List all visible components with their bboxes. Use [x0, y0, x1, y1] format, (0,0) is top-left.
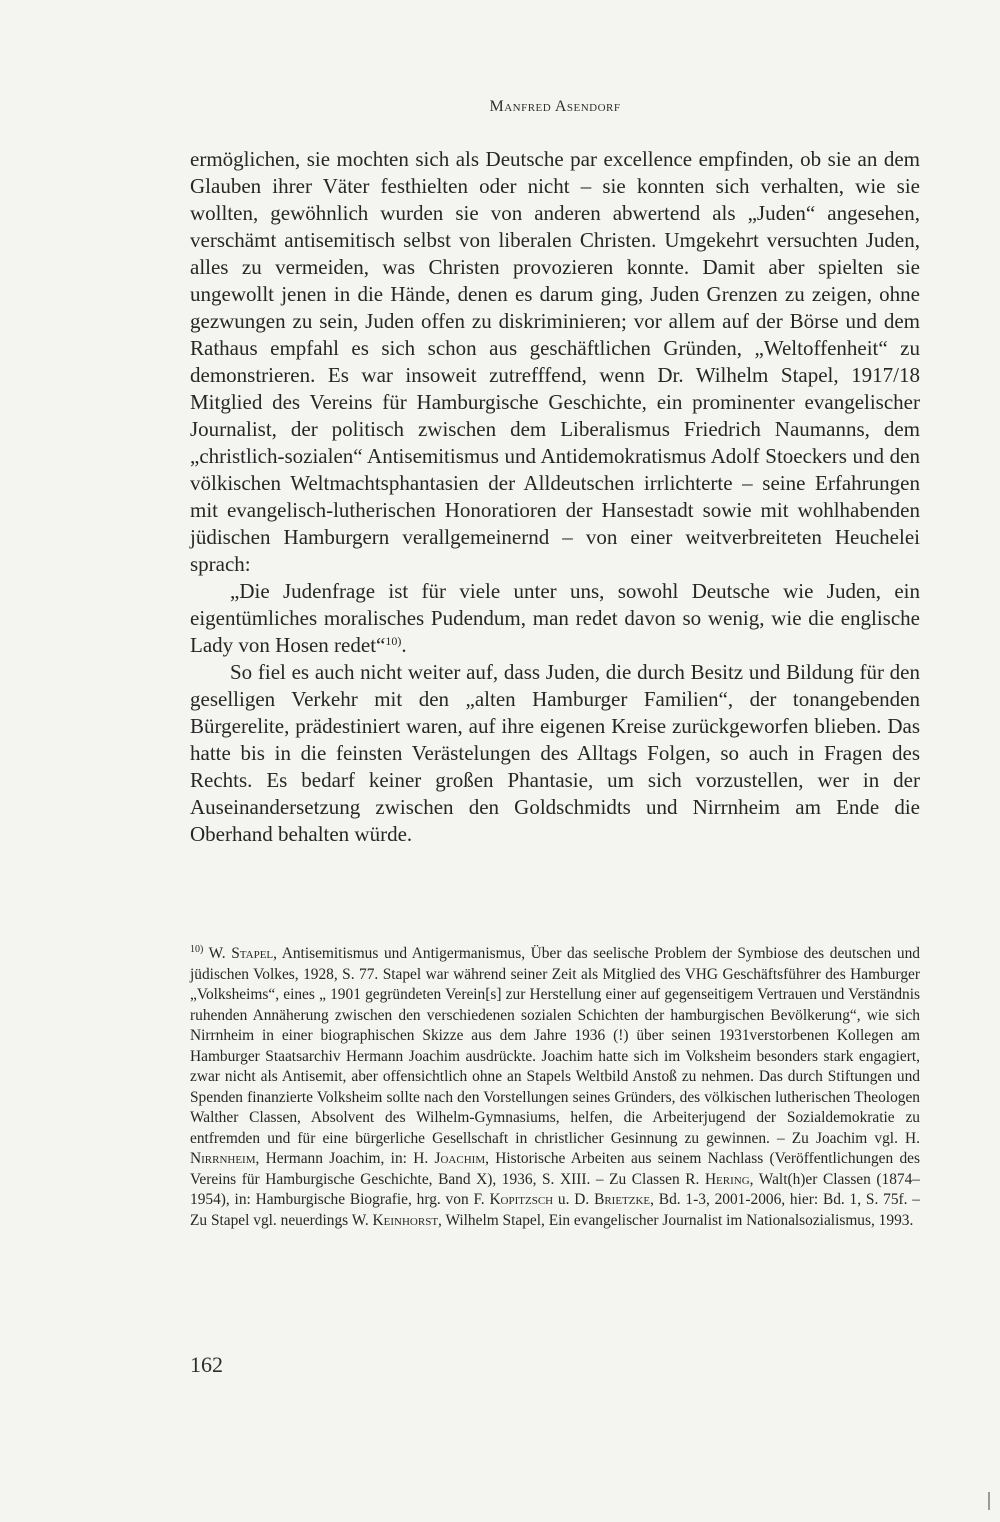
page-number: 162: [190, 1352, 223, 1377]
footnote-text: , Antisemitismus und Antigermanismus, Über das seelische Problem der Symbiose des deutschen und jüdischen Volkes, 1928, S. 77. Stapel war während seiner Zeit als Mitglied des VHG Geschäftsführer des Hamburger „Volksheims“, eines „ 1901 gegründeten Verein[s] zur Herstellung einer auf gegenseitigem Vertrauen und Verständnis ruhenden Annäherung zwischen den verschiedenen sozialen Schichten der hamburgischen Bevölkerung“, wie sich Nirrnheim in einer biographischen Skizze aus dem Jahre 1936 (!) über seinen 1931verstorbenen Kollegen am Hamburger Staatsarchiv Hermann Joachim ausdrückte. Joachim hatte sich im Volksheim besonders stark engagiert, zwar nicht als Antisemit, aber offensichtlich ohne an Stapels Weltbild Anstoß zu nehmen. Das durch Stiftungen und Spenden finanzierte Volksheim sollte nach den Vorstellungen seines Gründers, des völkischen lutherischen Theologen Walther Classen, Absolvent des Wilhelm-Gymnasiums, helfen, die Arbeiterjugend der Sozialdemokratie zu entfremden und für eine bürgerliche Gesellschaft in christlicher Gesinnung zu gewinnen. – Zu Joachim vgl. H.: [190, 945, 920, 1147]
paragraph: So fiel es auch nicht weiter auf, dass Juden, die durch Besitz und Bildung für den geselligen Verkehr mit den „alten Hamburger Familien“, der tonangebenden Bürgerelite, prädestiniert waren, auf ihre eigenen Kreise zurückgeworfen blieben. Das hatte bis in die feinsten Verästelungen des Alltags Folgen, so auch in Fragen des Rechts. Es bedarf keiner großen Phantasie, um sich vorzustellen, wer in der Auseinandersetzung zwischen den Goldschmidts und Nirrnheim am Ende die Oberhand behalten würde.: [190, 660, 920, 846]
author-name: Stapel: [231, 945, 274, 962]
author-name: Hering: [704, 1170, 750, 1188]
footnote-text: , Bd. 1-3, 2001-2006, hier: Bd. 1, S. 75f. – Zu Stapel vgl. neuerdings W.: [190, 1191, 920, 1229]
footnote-reference[interactable]: 10): [385, 634, 402, 648]
footnote-text: , Wilhelm Stapel, Ein evangelischer Journalist im Nationalsozialismus, 1993.: [438, 1211, 914, 1229]
quote-text: „Die Judenfrage ist für viele unter uns, sowohl Deutsche wie Juden, ein eigentümliches moralisches Pudendum, man redet davon so wenig, wie die englische Lady von Hosen redet“: [190, 579, 920, 657]
author-name: Nirrnheim: [190, 1150, 256, 1167]
paragraph-continued: ermöglichen, sie mochten sich als Deutsche par excellence empfinden, ob sie an dem Glauben ihrer Väter festhielten oder nicht – sie konnten sich verhalten, wie sie wollten, gewöhnlich wurden sie von anderen abwertend als „Juden“ angesehen, verschämt antisemitisch selbst von liberalen Christen. Umgekehrt versuchten Juden, alles zu vermeiden, was Christen provozieren konnte. Damit aber spielten sie ungewollt jenen in die Hände, denen es darum ging, Juden Grenzen zu zeigen, ohne gezwungen zu sein, Juden offen zu diskriminieren; vor allem auf der Börse und dem Rathaus empfahl es sich schon aus geschäftlichen Gründen, „Weltoffenheit“ zu demonstrieren. Es war insoweit zutrefffend, wenn Dr. Wilhelm Stapel, 1917/18 Mitglied des Vereins für Hamburgische Geschichte, ein prominenter evangelischer Journalist, der politisch zwischen dem Liberalismus Friedrich Naumanns, dem „christlich-sozialen“ Antisemitismus und Antidemokratismus Adolf Stoeckers und den völkischen Weltmachtsphantasien der Alldeutschen irrlichterte – seine Erfahrungen mit evangelisch-lutherischen Honoratioren der Hansestadt sowie mit wohlhabenden jüdischen Hamburgern verallgemeinernd – von einer weitverbreiteten Heuchelei sprach:: [190, 147, 920, 576]
footnote-marker: 10): [190, 944, 204, 955]
author-name: Brietzke: [594, 1191, 651, 1208]
footnote-text: W.: [203, 945, 232, 962]
quote-end: .: [401, 633, 407, 657]
author-name: Kopitzsch: [489, 1191, 554, 1208]
main-text: [190, 146, 920, 848]
footnote-text: , Historische Arbeiten aus seinem Nachlass (Veröffentlichungen des Vereins für Hamburgische Geschichte, Band X), 1936, S. XIII. – Zu Classen R.: [190, 1150, 921, 1188]
author-name: Joachim: [434, 1150, 486, 1167]
footnote-text: u. D.: [553, 1191, 595, 1208]
footnote-text: , Walt(h)er Classen (1874–1954), in: Hamburgische Biografie, hrg. von F.: [190, 1170, 921, 1208]
block-quote: [190, 578, 920, 659]
footnote-text: , Hermann Joachim, in: H.: [255, 1150, 435, 1167]
footnote-10: [190, 944, 920, 1231]
author-name: Keinhorst: [372, 1211, 439, 1229]
scan-edge-mark: [988, 1492, 990, 1510]
running-head: Manfred Asendorf: [489, 98, 621, 115]
